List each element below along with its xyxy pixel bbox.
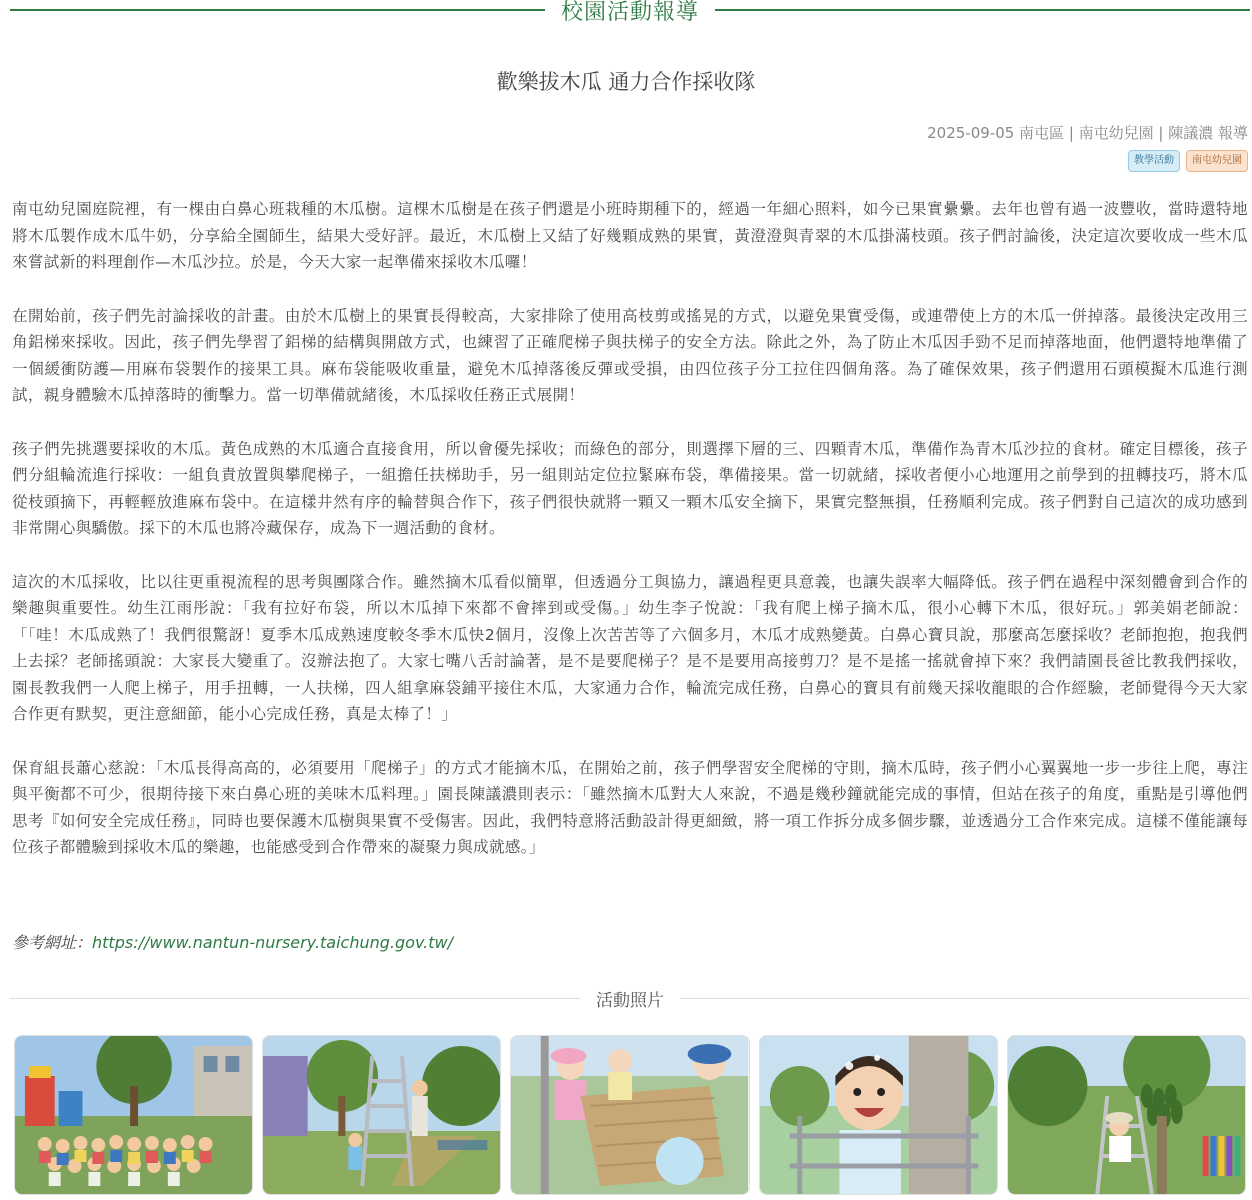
header-line-left bbox=[10, 9, 545, 11]
ladder-photo[interactable] bbox=[262, 1035, 501, 1195]
group-photo[interactable] bbox=[14, 1035, 253, 1195]
group-photo-image bbox=[15, 1036, 252, 1194]
header-line-right bbox=[715, 9, 1250, 11]
photo-header-line-left bbox=[10, 998, 580, 999]
photo-header-line-right bbox=[680, 998, 1250, 999]
sack-photo[interactable] bbox=[510, 1035, 749, 1195]
article-byline: 2025-09-05 南屯區 | 南屯幼兒園 | 陳議濃 報導 bbox=[927, 124, 1248, 142]
article-paragraph: 這次的木瓜採收，比以往更重視流程的思考與團隊合作。雖然摘木瓜看似簡單，但透過分工與協力，讓過程更具意義，也讓失誤率大幅降低。孩子們在過程中深刻體會到合作的樂趣與重要性。幼生江雨彤說：「我有拉好布袋，所以木瓜掉下來都不會摔到或受傷。」幼生李子悅說：「我有爬上梯子摘木瓜，很小心轉下木瓜，很好玩。」郭美娟老師說：「「哇！木瓜成熟了！我們很驚訝！夏季木瓜成熟速度較冬季木瓜快2個月，沒像上次苦苦等了六個多月，木瓜才成熟變黃。白鼻心寶貝說，那麼高怎麼採收？老師抱抱，抱我們上去採？老師搖頭說：大家長大變重了。沒辦法抱了。大家七嘴八舌討論著，是不是要爬梯子？是不是要用高接剪刀？是不是搖一搖就會掉下來？我們請園長爸比教我們採收，園長教我們一人爬上梯子，用手扭轉，一人扶梯，四人組拿麻袋鋪平接住木瓜，大家通力合作，輪流完成任務，白鼻心的寶貝有前幾天採收龍眼的合作經驗，老師覺得今天大家合作更有默契，更注意細節，能小心完成任務，真是太棒了！」 bbox=[12, 572, 1248, 723]
article-paragraph: 孩子們先挑選要採收的木瓜。黃色成熟的木瓜適合直接食用，所以會優先採收；而綠色的部分，則選擇下層的三、四顆青木瓜，準備作為青木瓜沙拉的食材。確定目標後，孩子們分組輪流進行採收：一組負責放置與攀爬梯子，一組擔任扶梯助手，另一組則站定位拉緊麻布袋，準備接果。當一切就緒，採收者便小心地運用之前學到的扭轉技巧，將木瓜從枝頭摘下，再輕輕放進麻布袋中。在這樣井然有序的輪替與合作下，孩子們很快就將一顆又一顆木瓜安全摘下，果實完整無損，任務順利完成。孩子們對自己這次的成功感到非常開心與驕傲。採下的木瓜也將冷藏保存，成為下一週活動的食材。 bbox=[12, 439, 1248, 537]
article-body bbox=[12, 196, 1248, 888]
tag-teaching-activity[interactable]: 教學活動 bbox=[1128, 150, 1180, 172]
article-paragraph: 保育組長蕭心慈說：「木瓜長得高高的，必須要用「爬梯子」的方式才能摘木瓜，在開始之前，孩子們學習安全爬梯的守則，摘木瓜時，孩子們小心翼翼地一步一步往上爬，專注與平衡都不可少，很期待接下來白鼻心班的美味木瓜料理。」園長陳議濃則表示：「雖然摘木瓜對大人來說，不過是幾秒鐘就能完成的事情，但站在孩子的角度，重點是引導他們思考『如何安全完成任務』，同時也要保護木瓜樹與果實不受傷害。因此，我們特意將活動設計得更細緻，將一項工作拆分成多個步驟，並透過分工合作來完成。這樣不僅能讓每位孩子都體驗到採收木瓜的樂趣，也能感受到合作帶來的凝聚力與成就感。」 bbox=[12, 758, 1248, 856]
section-title: 校園活動報導 bbox=[561, 0, 700, 25]
reference-link[interactable]: https://www.nantun-nursery.taichung.gov.tw/ bbox=[92, 933, 453, 952]
photo-section-title: 活動照片 bbox=[596, 990, 664, 1011]
child-smiling-photo[interactable] bbox=[759, 1035, 998, 1195]
article-paragraph: 南屯幼兒園庭院裡，有一棵由白鼻心班栽種的木瓜樹。這棵木瓜樹是在孩子們還是小班時期種下的，經過一年細心照料，如今已果實纍纍。去年也曾有過一波豐收，當時還特地將木瓜製作成木瓜牛奶，分享給全園師生，結果大受好評。最近，木瓜樹上又結了好幾顆成熟的果實，黃澄澄與青翠的木瓜掛滿枝頭。孩子們討論後，決定這次要收成一些木瓜來嘗試新的料理創作—木瓜沙拉。於是，今天大家一起準備來採收木瓜囉！ bbox=[12, 200, 1248, 271]
papaya-tree-photo[interactable] bbox=[1007, 1035, 1246, 1195]
photo-section-header bbox=[10, 984, 1250, 1012]
papaya-tree-photo-image bbox=[1008, 1036, 1245, 1194]
section-header bbox=[10, 0, 1250, 28]
tag-school[interactable]: 南屯幼兒園 bbox=[1186, 150, 1248, 172]
article-paragraph: 在開始前，孩子們先討論採收的計畫。由於木瓜樹上的果實長得較高，大家排除了使用高枝剪或搖晃的方式，以避免果實受傷，或連帶使上方的木瓜一併掉落。最後決定改用三角鋁梯來採收。因此，孩子們先學習了鋁梯的結構與開啟方式，也練習了正確爬梯子與扶梯子的安全方法。除此之外，為了防止木瓜因手勁不足而掉落地面，他們還特地準備了一個緩衝防護—用麻布袋製作的接果工具。麻布袋能吸收重量，避免木瓜掉落後反彈或受損，由四位孩子分工拉住四個角落。為了確保效果，孩子們還用石頭模擬木瓜進行測試，親身體驗木瓜掉落時的衝擊力。當一切準備就緒後，木瓜採收任務正式展開！ bbox=[12, 306, 1248, 404]
article-title: 歡樂拔木瓜 通力合作採收隊 bbox=[496, 70, 756, 94]
ladder-photo-image bbox=[263, 1036, 500, 1194]
photo-gallery bbox=[14, 1035, 1246, 1195]
tag-list bbox=[1128, 150, 1248, 172]
reference-line bbox=[12, 930, 453, 953]
sack-photo-image bbox=[511, 1036, 748, 1194]
reference-label: 參考網址： bbox=[12, 933, 93, 952]
child-smiling-photo-image bbox=[760, 1036, 997, 1194]
